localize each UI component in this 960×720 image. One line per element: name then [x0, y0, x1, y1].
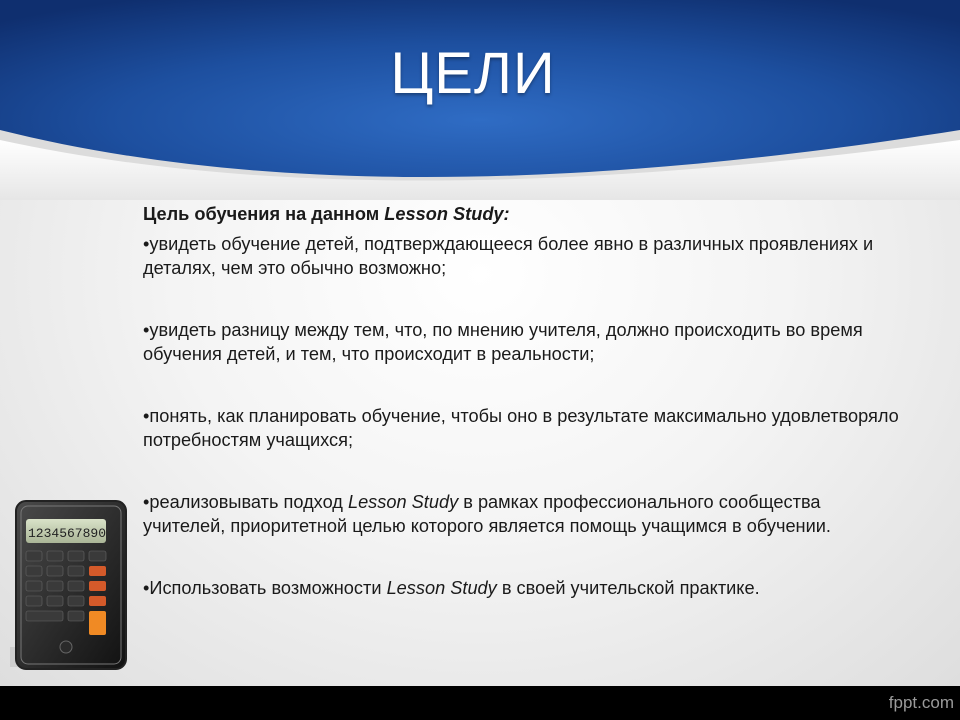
- calculator-icon: [10, 497, 150, 675]
- list-item-text: в своей учительской практике.: [496, 578, 760, 598]
- list-item: •увидеть разницу между тем, что, по мнению учителя, должно происходить во время обучения детей, и тем, что происходит в реальности;: [143, 320, 863, 364]
- list-item: •понять, как планировать обучение, чтобы оно в результате максимально удовлетворяло потребностям учащихся;: [143, 406, 899, 450]
- goal-heading-text: Цель обучения на данном: [143, 204, 385, 224]
- calculator-display: 1234567890: [28, 526, 107, 541]
- page-title: ЦЕЛИ: [390, 41, 556, 106]
- brand-label: fppt.com: [888, 693, 954, 712]
- list-item-em: Lesson Study: [347, 492, 459, 512]
- content-body: [143, 202, 903, 600]
- list-item-text: в рамках профессионального сообщества учителей, приоритетной целью которого является помощь учащимся в обучении.: [143, 492, 831, 536]
- list-item: [143, 490, 903, 538]
- list-item: •увидеть обучение детей, подтверждающееся более явно в различных проявлениях и деталях, чем это обычно возможно;: [143, 234, 874, 278]
- footer-bar: [0, 686, 960, 720]
- list-item-text: •реализовывать подход: [143, 492, 348, 512]
- list-item-text: •Использовать возможности: [143, 578, 387, 598]
- list-item-em: Lesson Study: [386, 578, 497, 598]
- list-item: [143, 576, 903, 600]
- goal-heading: [143, 202, 903, 226]
- goal-heading-em: Lesson Study:: [384, 204, 510, 224]
